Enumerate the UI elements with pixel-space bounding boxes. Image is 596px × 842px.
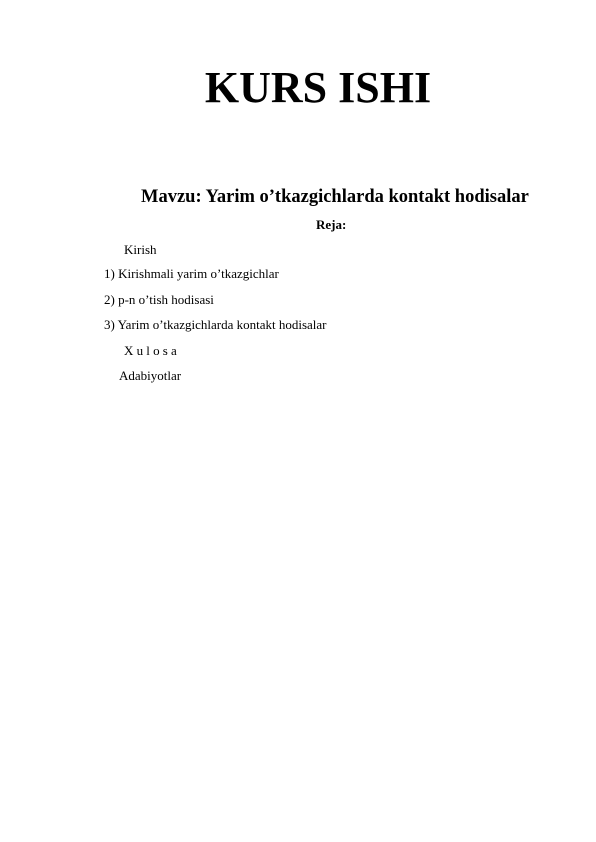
plan-heading: Reja: (316, 217, 347, 232)
document-subject: Mavzu: Yarim o’tkazgichlarda kontakt hodisalar (141, 187, 529, 207)
plan-item-references: Adabiyotlar (119, 368, 182, 383)
plan-item-introduction: Kirish (124, 242, 157, 257)
plan-item-1: 1) Kirishmali yarim o’tkazgichlar (104, 266, 279, 281)
plan-item-2: 2) p-n o’tish hodisasi (104, 292, 214, 307)
plan-item-conclusion: Xulosa (124, 343, 181, 358)
document-title: KURS ISHI (204, 63, 432, 112)
plan-item-3: 3) Yarim o’tkazgichlarda kontakt hodisalar (104, 317, 327, 332)
